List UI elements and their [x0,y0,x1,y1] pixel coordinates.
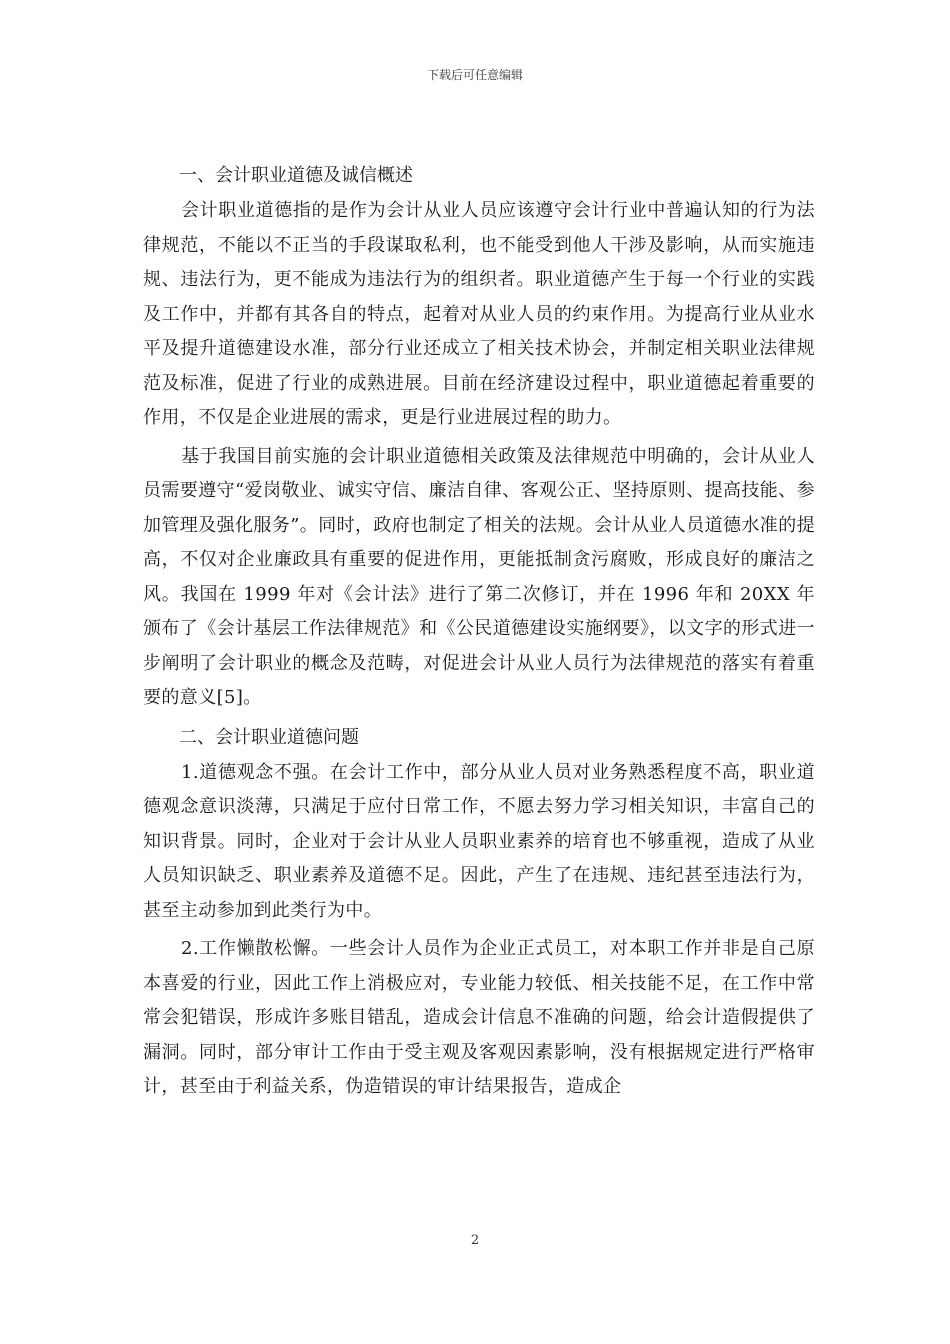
paragraph-2: 基于我国目前实施的会计职业道德相关政策及法律规范中明确的，会计从业人员需要遵守“爱岗敬业、诚实守信、廉洁自律、客观公正、坚持原则、提高技能、参加管理及强化服务”。同时，政府也制定了相关的法规。会计从业人员道德水准的提高，不仅对企业廉政具有重要的促进作用，更能抵制贪污腐败，形成良好的廉洁之风。我国在 1999 年对《会计法》进行了第二次修订，并在 1996 年和 20XX 年颁布了《会计基层工作法律规范》和《公民道德建设实施纲要》，以文字的形式进一步阐明了会计职业的概念及范畴，对促进会计从业人员行为法律规范的落实有着重要的意义[5]。 [143,445,815,708]
document-body [143,158,815,1109]
section-heading-2: 二、会计职业道德问题 [179,726,359,748]
paragraph-3: 1.道德观念不强。在会计工作中，部分从业人员对业务熟悉程度不高，职业道德观念意识淡薄，只满足于应付日常工作，不愿去努力学习相关知识，丰富自己的知识背景。同时，企业对于会计从业人员职业素养的培育也不够重视，造成了从业人员知识缺乏、职业素养及道德不足。因此，产生了在违规、违纪甚至违法行为，甚至主动参加到此类行为中。 [143,761,815,921]
paragraph-4: 2.工作懒散松懈。一些会计人员作为企业正式员工，对本职工作并非是自己原本喜爱的行业，因此工作上消极应对，专业能力较低、相关技能不足，在工作中常常会犯错误，形成许多账目错乱，造成会计信息不准确的问题，给会计造假提供了漏洞。同时，部分审计工作由于受主观及客观因素影响，没有根据规定进行严格审计，甚至由于利益关系，伪造错误的审计结果报告，造成企 [143,938,815,1097]
page-header-note: 下载后可任意编辑 [426,68,523,82]
page-number: 2 [470,1233,480,1248]
section-heading-1: 一、会计职业道德及诚信概述 [179,165,413,186]
paragraph-1: 会计职业道德指的是作为会计从业人员应该遵守会计行业中普遍认知的行为法律规范，不能以不正当的手段谋取私利，也不能受到他人干涉及影响，从而实施违规、违法行为，更不能成为违法行为的组织者。职业道德产生于每一个行业的实践及工作中，并都有其各自的特点，起着对从业人员的约束作用。为提高行业从业水平及提升道德建设水准，部分行业还成立了相关技术协会，并制定相关职业法律规范及标准，促进了行业的成熟进展。目前在经济建设过程中，职业道德起着重要的作用，不仅是企业进展的需求，更是行业进展过程的助力。 [143,200,815,428]
